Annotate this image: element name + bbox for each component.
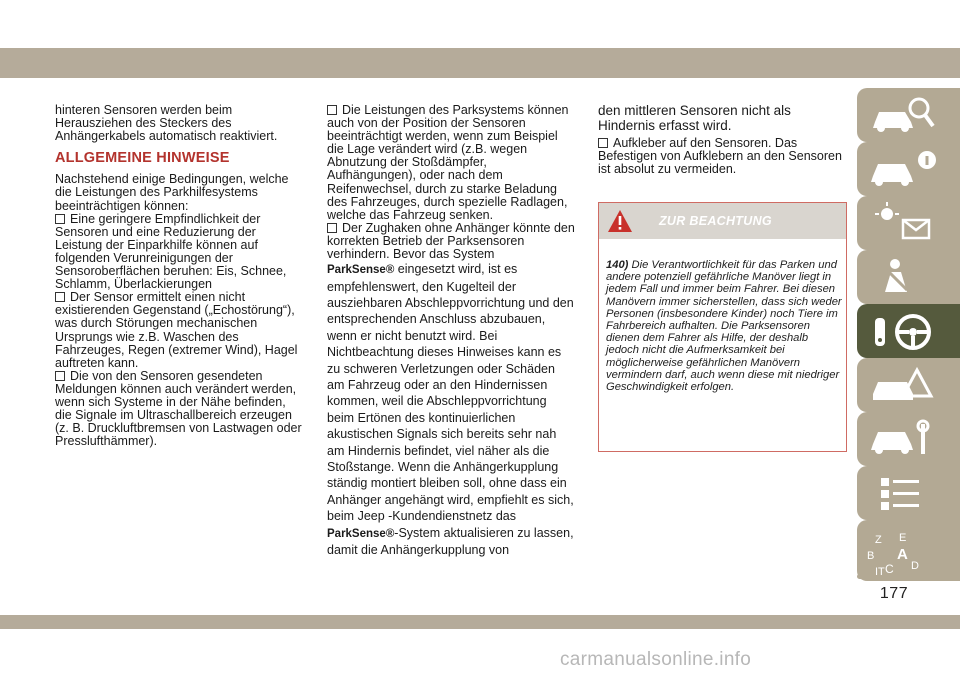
col1-bullet-1 [55, 213, 303, 292]
chapter-sidebar [857, 88, 960, 579]
checkbox-bullet-icon [55, 371, 65, 381]
bullet-text: Die von den Sensoren gesendeten Meldungen können auch verändert werden, wenn sich Systeme in der Nähe befinden, die Signale im Ultraschallbereich erzeugen (z. B. Druckluftbremsen von Lastwagen oder Presslufthämmer). [55, 368, 302, 449]
bullet-text: Eine geringere Empfindlichkeit der Sensoren und eine Reduzierung der Leistung der Einparkhilfe können auf folgenden Verunreinigungen der Sensoroberflächen beruhen: Eis, Schnee, Schlamm, Überlackierungen [55, 211, 287, 292]
index-letter-z: Z [875, 534, 882, 546]
tab-emergency[interactable] [857, 358, 960, 412]
tab-driving[interactable] [857, 304, 960, 358]
driving-icon [867, 310, 947, 352]
bullet-text: Der Sensor ermittelt einen nicht existierenden Gegenstand („Echostörung“), was durch Störungen mechanischen Ursprungs wie z.B. Waschen des Fahrzeuges, Regen (extremer Wind), Hagel auftreten kann. [55, 290, 298, 370]
specifications-icon [867, 472, 947, 514]
col2-bullet-1 [327, 104, 575, 222]
safety-icon [867, 256, 947, 298]
brand-name: ParkSense® [327, 264, 395, 277]
tab-safety[interactable] [857, 250, 960, 304]
column-1 [55, 104, 303, 448]
brand-name: ParkSense® [327, 527, 395, 540]
col2-bullet-2-continued [327, 261, 575, 558]
checkbox-bullet-icon [327, 223, 337, 233]
index-letter-b: B [867, 550, 875, 562]
col1-bullet-2 [55, 291, 303, 370]
col1-lead: Nachstehend einige Bedingungen, welche die Leistungen des Parkhilfesystems beeinträchtigen können: [55, 172, 289, 213]
index-letter-t: T [878, 566, 885, 578]
top-band [0, 48, 960, 78]
index-letter-i: I [875, 566, 879, 578]
tab-maintenance[interactable] [857, 412, 960, 466]
page-number: 177 [879, 585, 909, 602]
emergency-icon [867, 364, 947, 406]
bullet-text: eingesetzt wird, ist es empfehlenswert, den Kugelteil der ausziehbaren Abschleppvorrichtung und den entsprechenden Anschluss abzubauen, wenn er nicht benutzt wird. Bei Nichtbeachtung dieses Hinweises kann es zu schweren Verletzungen oder Schäden am Fahrzeug oder an den Hindernissen kommen, weil die Abschleppvorrichtung beim Ertönen des kontinuierlichen akustischen Signals sich bereits sehr nah am Hindernis befindet, viel näher als die Stoßstange. Wenn die Anhängerkupplung ständig montiert bleiben soll, ohne dass ein Anhänger angehängt wird, empfiehlt es sich, beim Jeep -Kundendienstnetz das [327, 262, 574, 524]
col1-bullet-3 [55, 370, 303, 449]
col1-intro: hinteren Sensoren werden beim Herausziehen des Steckers des Anhängerkabels automatisch reaktiviert. [55, 103, 278, 144]
index-letter-a: A [897, 546, 908, 563]
warning-body: Die Verantwortlichkeit für das Parken und andere potenziell gefährliche Manöver liegt in jedem Fall und immer beim Fahrer. Bei diesen Manövern immer sicherstellen, dass sich weder Personen (insbesondere Kinder) noch Tiere im Fahrbereich aufhalten. Die Parksensoren dienen dem Fahrer als Hilfe, der deshalb jedoch nicht die Aufmerksamkeit bei möglicherweise gefährlichen Manövern vermindern darf, auch wenn diese mit niedriger Geschwindigkeit erfolgen. [606, 259, 842, 394]
index-icon [865, 529, 945, 579]
col2-bullet-2 [327, 222, 575, 261]
car-search-icon [867, 94, 947, 136]
tab-index[interactable] [857, 527, 960, 581]
maintenance-icon [867, 418, 947, 460]
checkbox-bullet-icon [55, 292, 65, 302]
checkbox-bullet-icon [55, 214, 65, 224]
warning-title: ZUR BEACHTUNG [659, 214, 772, 228]
checkbox-bullet-icon [327, 105, 337, 115]
tab-specifications[interactable] [857, 466, 960, 520]
watermark[interactable]: carmanualsonline.info [560, 649, 752, 670]
tab-dashboard-lights[interactable] [857, 196, 960, 250]
warning-text [606, 259, 844, 393]
bullet-text: Der Zughaken ohne Anhänger könnte den korrekten Betrieb der Parksensoren verhindern. Bevor das System [327, 220, 575, 262]
index-letter-e: E [899, 532, 907, 544]
bullet-text: Die Leistungen des Parksystems können auch von der Position der Sensoren beeinträchtigt werden, wenn zum Beispiel die Lage verändert wird (z.B. wegen Abnutzung der Stoßdämpfer, Aufhängungen), oder nach dem Reifenwechsel, durch zu starke Beladung des Fahrzeuges, durch spezielle Radlagen, welche das Fahrzeug senken. [327, 103, 569, 222]
checkbox-bullet-icon [598, 138, 608, 148]
bullet-text: -System aktualisieren zu lassen, damit die Anhängerkupplung von [327, 525, 574, 558]
index-letter-d: D [911, 560, 919, 572]
bottom-band [0, 615, 960, 629]
index-letter-c: C [885, 562, 894, 576]
tab-car-info[interactable] [857, 142, 960, 196]
section-heading: ALLGEMEINE HINWEISE [55, 150, 230, 167]
column-3 [598, 104, 848, 176]
col3-intro: den mittleren Sensoren nicht als Hindernis erfasst wird. [598, 103, 791, 133]
tab-car-search[interactable] [857, 88, 960, 142]
warning-header [599, 203, 846, 239]
warning-triangle-icon [607, 209, 633, 233]
warning-box [598, 202, 847, 452]
bullet-text: Aufkleber auf den Sensoren. Das Befestigen von Aufklebern an den Sensoren ist absolut zu vermeiden. [598, 136, 842, 177]
col3-bullet-1 [598, 137, 848, 176]
dashboard-lights-icon [867, 202, 947, 244]
column-2 [327, 104, 575, 558]
warning-number: 140) [606, 259, 629, 271]
car-info-icon [867, 148, 947, 190]
